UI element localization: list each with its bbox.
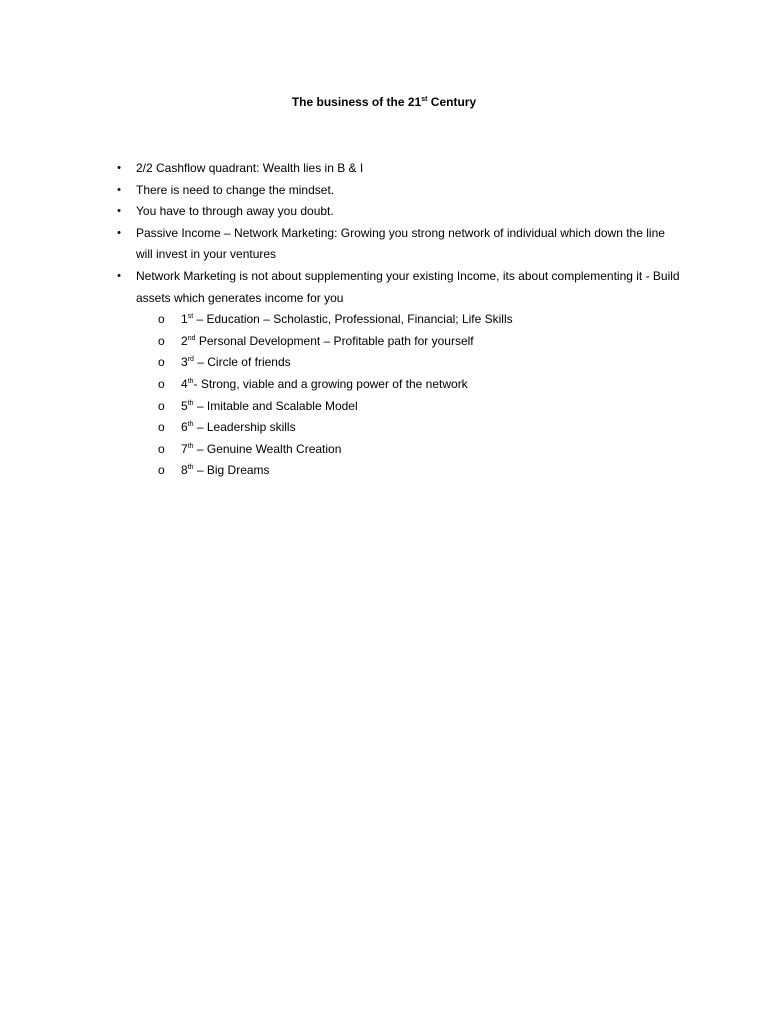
sub-item-text: – Education – Scholastic, Professional, Financial; Life Skills: [193, 312, 513, 327]
sub-item-ordinal: st: [187, 313, 194, 321]
sub-bullet-icon: o: [158, 376, 165, 391]
sub-bullet-icon: o: [158, 355, 165, 370]
sub-bullet-icon: o: [158, 420, 165, 435]
sub-bullet-icon: o: [158, 463, 165, 478]
title-prefix: The business of the 21: [291, 95, 422, 109]
sub-bullet-icon: o: [158, 398, 165, 413]
list-item-text: 2/2 Cashflow quadrant: Wealth lies in B & I: [136, 161, 364, 175]
sub-list-item: [158, 352, 681, 374]
sub-list-item: [158, 460, 681, 482]
bullet-icon: •: [117, 183, 121, 196]
sub-item-text: – Imitable and Scalable Model: [193, 398, 358, 413]
bullet-list: [117, 158, 681, 482]
sub-list-item: [158, 331, 681, 353]
bullet-icon: •: [117, 205, 121, 218]
title-superscript: st: [421, 96, 428, 103]
sub-item-ordinal: rd: [187, 356, 194, 364]
sub-item-text: – Circle of friends: [193, 355, 291, 370]
list-item: [117, 158, 681, 180]
sub-item-ordinal: nd: [187, 334, 196, 342]
sub-item-text: – Big Dreams: [193, 463, 270, 478]
sub-list-item: [158, 417, 681, 439]
bullet-icon: •: [117, 269, 121, 282]
sub-item-text: – Genuine Wealth Creation: [193, 441, 342, 456]
sub-item-text: - Strong, viable and a growing power of the network: [193, 376, 468, 391]
sub-item-number: 5: [181, 398, 188, 413]
sub-list-item: [158, 374, 681, 396]
list-item-text: There is need to change the mindset.: [136, 182, 335, 197]
sub-bullet-icon: o: [158, 312, 165, 327]
sub-item-ordinal: th: [187, 399, 194, 407]
sub-item-text: Personal Development – Profitable path for yourself: [195, 333, 474, 348]
sub-item-ordinal: th: [187, 464, 194, 472]
list-item: [117, 180, 681, 202]
sub-bullet-icon: o: [158, 333, 165, 348]
title-suffix: Century: [427, 95, 477, 109]
list-item-text: You have to through away you doubt.: [136, 204, 334, 219]
sub-item-number: 8: [181, 463, 188, 478]
sub-item-text: – Leadership skills: [193, 420, 296, 435]
sub-list-item: [158, 396, 681, 418]
sub-item-ordinal: th: [187, 421, 194, 429]
sub-item-number: 3: [181, 355, 188, 370]
sub-item-number: 1: [181, 312, 188, 327]
list-item: [117, 201, 681, 223]
sub-item-number: 4: [181, 376, 188, 391]
list-item-text: Network Marketing is not about supplementing your existing Income, its about complementing it - Build assets which generates income for you: [136, 268, 680, 305]
sub-item-ordinal: th: [187, 377, 194, 385]
bullet-icon: •: [117, 226, 121, 239]
sub-item-number: 2: [181, 333, 188, 348]
sub-list-item: [158, 309, 681, 331]
sub-list-item: [158, 439, 681, 461]
sub-bullet-icon: o: [158, 441, 165, 456]
list-item: [117, 266, 681, 482]
sub-item-number: 6: [181, 420, 188, 435]
list-item-text: Passive Income – Network Marketing: Growing you strong network of individual which down the line will invest in your ventures: [136, 225, 665, 262]
document-title: [0, 94, 768, 110]
list-item: [117, 223, 681, 266]
bullet-icon: •: [117, 162, 121, 174]
sub-item-ordinal: th: [187, 442, 194, 450]
sub-list: [136, 309, 681, 482]
sub-item-number: 7: [181, 441, 188, 456]
